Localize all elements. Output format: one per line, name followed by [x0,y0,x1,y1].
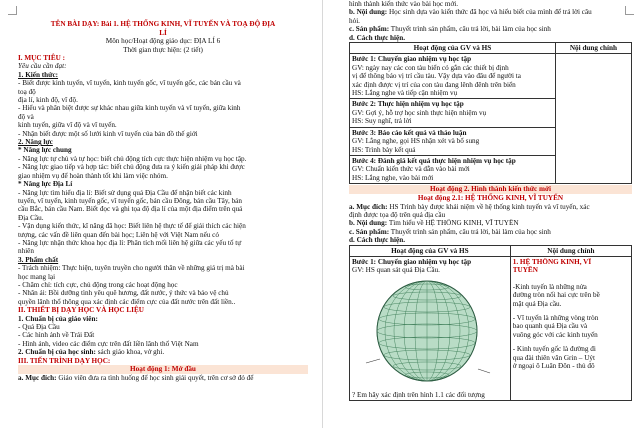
content-heading-line-1: 1. HỆ THỐNG KINH, VĨ [512,257,592,266]
page-corner-mark [8,6,17,15]
geo-skill-line: - Vận dụng kiến thức, kĩ năng đã học: Biết liên hệ thực tế để giải thích các hiện [18,222,246,231]
content-line: bao quanh quả Địa cầu và [512,322,588,331]
teacher-prep-line: - Quả Địa Cầu [18,323,60,331]
geo-skills-heading: * Năng lực Địa Lí [18,180,73,189]
quality-line: - Nhân ái: Bồi dưỡng tình yêu quê hương, đất nước, ý thức và bảo vệ chủ [18,289,229,298]
student-prep-heading: 2. Chuẩn bị của học sinh: [18,348,96,357]
general-skill-line: - Năng lực tự chủ và tự học: biết chủ động tích cực thực hiện nhiệm vụ học tập. [18,154,247,163]
activity-1-content [349,8,632,16]
lesson-title [18,20,308,37]
objectives-intro: Yêu cầu cần đạt: [18,62,67,71]
lesson-title-line-1: TÊN BÀI DẠY: Bài 1. HỆ THỐNG KINH, VĨ TUYẾN VÀ TOẠ ĐỘ ĐỊA [50,20,276,28]
activity-1-bar: Hoạt động 1: Mở đầu [18,365,308,374]
geo-skill-line: cầu Bắc, bán cầu Nam. Biết đọc và ghi tọa độ địa lí của một địa điểm trên quả [18,205,243,214]
geo-skill-line: - Năng lực tìm hiểu địa lí: Biết sử dụng quả Địa Cầu để nhận biết các kinh [18,188,232,197]
step-line: HS: Lắng nghe, vào bài mới [352,173,434,182]
quality-line: học mang lại [18,272,56,281]
activity-2-aim [349,203,632,211]
step-line: GV: Chuẩn kiến thức và dẫn vào bài mới [352,165,470,174]
step-line: GV: Lắng nghe, gọi HS nhận xét và bổ sung [352,137,480,146]
geo-skills-list [18,189,308,256]
table-head-main-content: Nội dung chính [555,43,631,54]
document-page-left [0,0,318,428]
content-line: - Kinh tuyến gốc là đường đi [512,345,596,354]
student-prep-line [18,348,308,356]
geo-skill-line: tượng, các vấn đề liên quan đến bài học; Liên hệ với Việt Nam nếu có [18,230,219,239]
activity-1-table [349,42,632,184]
geo-skill-line: tuyến, vĩ tuyến, kinh tuyến gốc, vĩ tuyến gốc, bán cầu Đông, bán cầu Tây, bán [18,196,242,205]
quality-line: quyền lãnh thổ thông qua xác định các điểm cực của đất nước trên đất liền.. [18,297,236,306]
teacher-prep-list [18,323,308,348]
general-skill-line: - Năng lực giao tiếp và hợp tác: biết chủ động đưa ra ý kiến giải pháp khi được [18,163,245,172]
globe-figure [352,275,508,391]
teacher-prep-line: - Hình ảnh, video các điểm cực trên đất liền lãnh thổ Việt Nam [18,339,199,348]
geo-skill-line: nhiên [18,247,34,256]
step-1-block [350,54,555,99]
step-line: GV: Gợi ý, hỗ trợ học sinh thực hiện nhiệm vụ [352,108,487,117]
knowledge-line: kinh tuyến, giữa vĩ độ và vĩ tuyến. [18,121,117,130]
content-line: đường tròn nối hai cực trên bề [512,291,600,300]
aim-text: HS Trình bày được khái niệm về hệ thống kinh tuyến và vĩ tuyến, xác [387,202,590,211]
product-label: c. Sản phẩm: [349,227,390,236]
content-heading-line-2: TUYẾN [512,266,538,275]
teacher-prep-line: - Các hình ảnh về Trái Đất [18,331,95,340]
content-text: Học sinh dựa vào kiến thức đã học và hiểu biết của mình để trả lời câu [387,8,592,17]
quality-line: - Chăm chỉ: tích cực, chủ động trong các hoạt động học [18,280,178,289]
duration-line: Thời gian thực hiện: (2 tiết) [123,45,203,54]
quality-line: - Trách nhiệm: Thực hiện, tuyên truyền cho người thân về những giá trị mà bài [18,264,245,273]
content-label: b. Nội dung: [349,8,388,17]
step-title: Bước 1: Chuyển giao nhiệm vụ học tập [352,257,472,266]
activity-1-aim [18,374,308,382]
activity-2-aim-continued: định được tọa độ trên quả địa cầu [349,210,446,219]
content-line: vuông góc với các kinh tuyến [512,330,598,339]
general-skill-line: giao nhiệm vụ để hoàn thành tốt khi làm việc nhóm. [18,171,168,180]
question-line: ? Em hãy xác định trên hình 1.1 các đối tượng [352,390,485,399]
step-title: Bước 4: Đánh giá kết quả thực hiện nhiệm vụ học tập [352,156,516,165]
step-line: HS: Suy nghĩ, trả lời [352,117,412,126]
geo-skill-line: - Năng lực nhận thức khoa học địa lí: Phân tích mối liên hệ giữa các yếu tố tự [18,238,242,247]
activity-2-product [349,228,632,236]
activity-2-method-label: d. Cách thực hiện. [349,236,406,245]
content-text: Tìm hiểu về HỆ THỐNG KINH, VĨ TUYẾN [387,219,519,228]
activity-1-content-continued: hỏi. [349,16,360,25]
knowledge-heading: 1. Kiến thức: [18,70,59,79]
knowledge-list [18,79,308,138]
document-page-right [322,0,640,428]
step-line: HS: Trình bày kết quả [352,145,416,154]
step-line: GV: HS quan sát quả Địa Cầu. [352,266,440,275]
spacer [513,275,629,283]
step-title: Bước 3: Báo cáo kết quả và thảo luận [352,128,467,137]
step-title: Bước 1: Chuyển giao nhiệm vụ học tập [352,55,472,64]
lesson-title-line-2: LÍ [159,28,167,37]
content-line: -Kinh tuyến là những nửa [512,282,587,291]
knowledge-line: - Nhận biết được một số lưới kinh vĩ tuyến của bản đồ thế giới [18,129,198,138]
globe-grid-icon [352,275,502,391]
step-4-block [350,156,555,183]
activity-1-aim-continued: hình thành kiến thức vào bài học mới. [349,0,459,8]
main-content-cell-empty [555,54,631,184]
table-head-teacher-student: Hoạt động của GV và HS [350,43,556,54]
section-objectives-heading: I. MỤC TIÊU : [18,54,65,62]
product-label: c. Sản phẩm: [349,25,390,34]
aim-label: a. Mục đích: [349,202,388,211]
activity-2-content [349,219,632,227]
knowledge-line: địa lí, kinh độ, vĩ độ. [18,96,78,105]
content-label: b. Nội dung: [349,219,388,228]
table-head-teacher-student: Hoạt động của GV và HS [350,245,511,256]
activity-1-method-label: d. Cách thực hiện. [349,33,406,42]
step-line: GV: ngày nay các con tàu biển có gắn các thiết bị định [352,63,509,72]
activity-steps-cell [350,54,556,184]
teacher-prep-heading: 1. Chuẩn bị của giáo viên: [18,314,98,323]
quality-heading: 3. Phẩm chất [18,255,59,264]
knowledge-line: - Hiểu và phân biệt được sự khác nhau giữa kinh tuyến và vĩ tuyến, giữa kinh [18,104,241,113]
content-line: ở ngoại ô Luân Đôn - thủ đô [512,362,595,371]
product-text: Thuyết trình sản phẩm, câu trả lời, bài làm của học sinh [389,227,551,236]
skills-heading: 2. Năng lực [18,138,53,147]
step-line: HS: Lắng nghe và tiếp cận nhiệm vụ [352,89,458,98]
step-3-block [350,128,555,156]
quality-list [18,264,308,306]
content-line: qua đài thiên văn Grin – Uýt [512,353,595,362]
general-skills-list [18,155,308,180]
content-line: mặt quả Địa cầu. [512,299,562,308]
step-title: Bước 2: Thực hiện nhiệm vụ học tập [352,100,464,109]
knowledge-line: toạ độ [18,87,36,96]
activity-2-table [349,245,632,402]
section-equipment-heading: II. THIẾT BỊ DẠY HỌC VÀ HỌC LIỆU [18,306,144,315]
activity-2-1-heading: Hoạt động 2.1: HỆ THỐNG KINH, VĨ TUYẾN [417,194,564,203]
section-procedure-heading: III. TIẾN TRÌNH DẠY HỌC: [18,356,111,365]
knowledge-line: độ và [18,112,34,121]
general-skills-heading: * Năng lực chung [18,146,72,155]
table-head-main-content: Nội dung chính [510,245,631,256]
step-2-block [350,99,555,127]
knowledge-line: - Biết được kinh tuyến, vĩ tuyến, kinh tuyến gốc, vĩ tuyến gốc, các bán cầu và [18,79,241,88]
step-line: xác định được vị trí của con tàu đang lênh đênh trên biển [352,80,516,89]
step-line: vị để thông báo vị trí cầu tàu. Vậy dựa vào đâu để người ta [352,72,521,81]
activity-steps-cell [350,256,511,400]
geo-skill-line: Địa Cầu. [18,213,44,222]
aim-text: Giáo viên đưa ra tình huống để học sinh giải quyết, trên cơ sở đó để [56,374,254,383]
activity-1-product [349,25,632,33]
subject-line: Môn học/Hoạt động giáo dục: ĐỊA LÍ 6 [105,37,221,46]
page-corner-mark [625,6,634,15]
content-line: - Vĩ tuyến là những vòng tròn [512,314,599,322]
main-content-cell [510,256,631,400]
product-text: Thuyết trình sản phẩm, câu trả lời, bài làm của học sinh [389,25,551,34]
activity-2-bar: Hoạt động 2. Hình thành kiến thức mới [349,185,632,194]
student-prep-text: sách giáo khoa, vở ghi. [95,348,165,357]
aim-label: a. Mục đích: [18,374,57,383]
